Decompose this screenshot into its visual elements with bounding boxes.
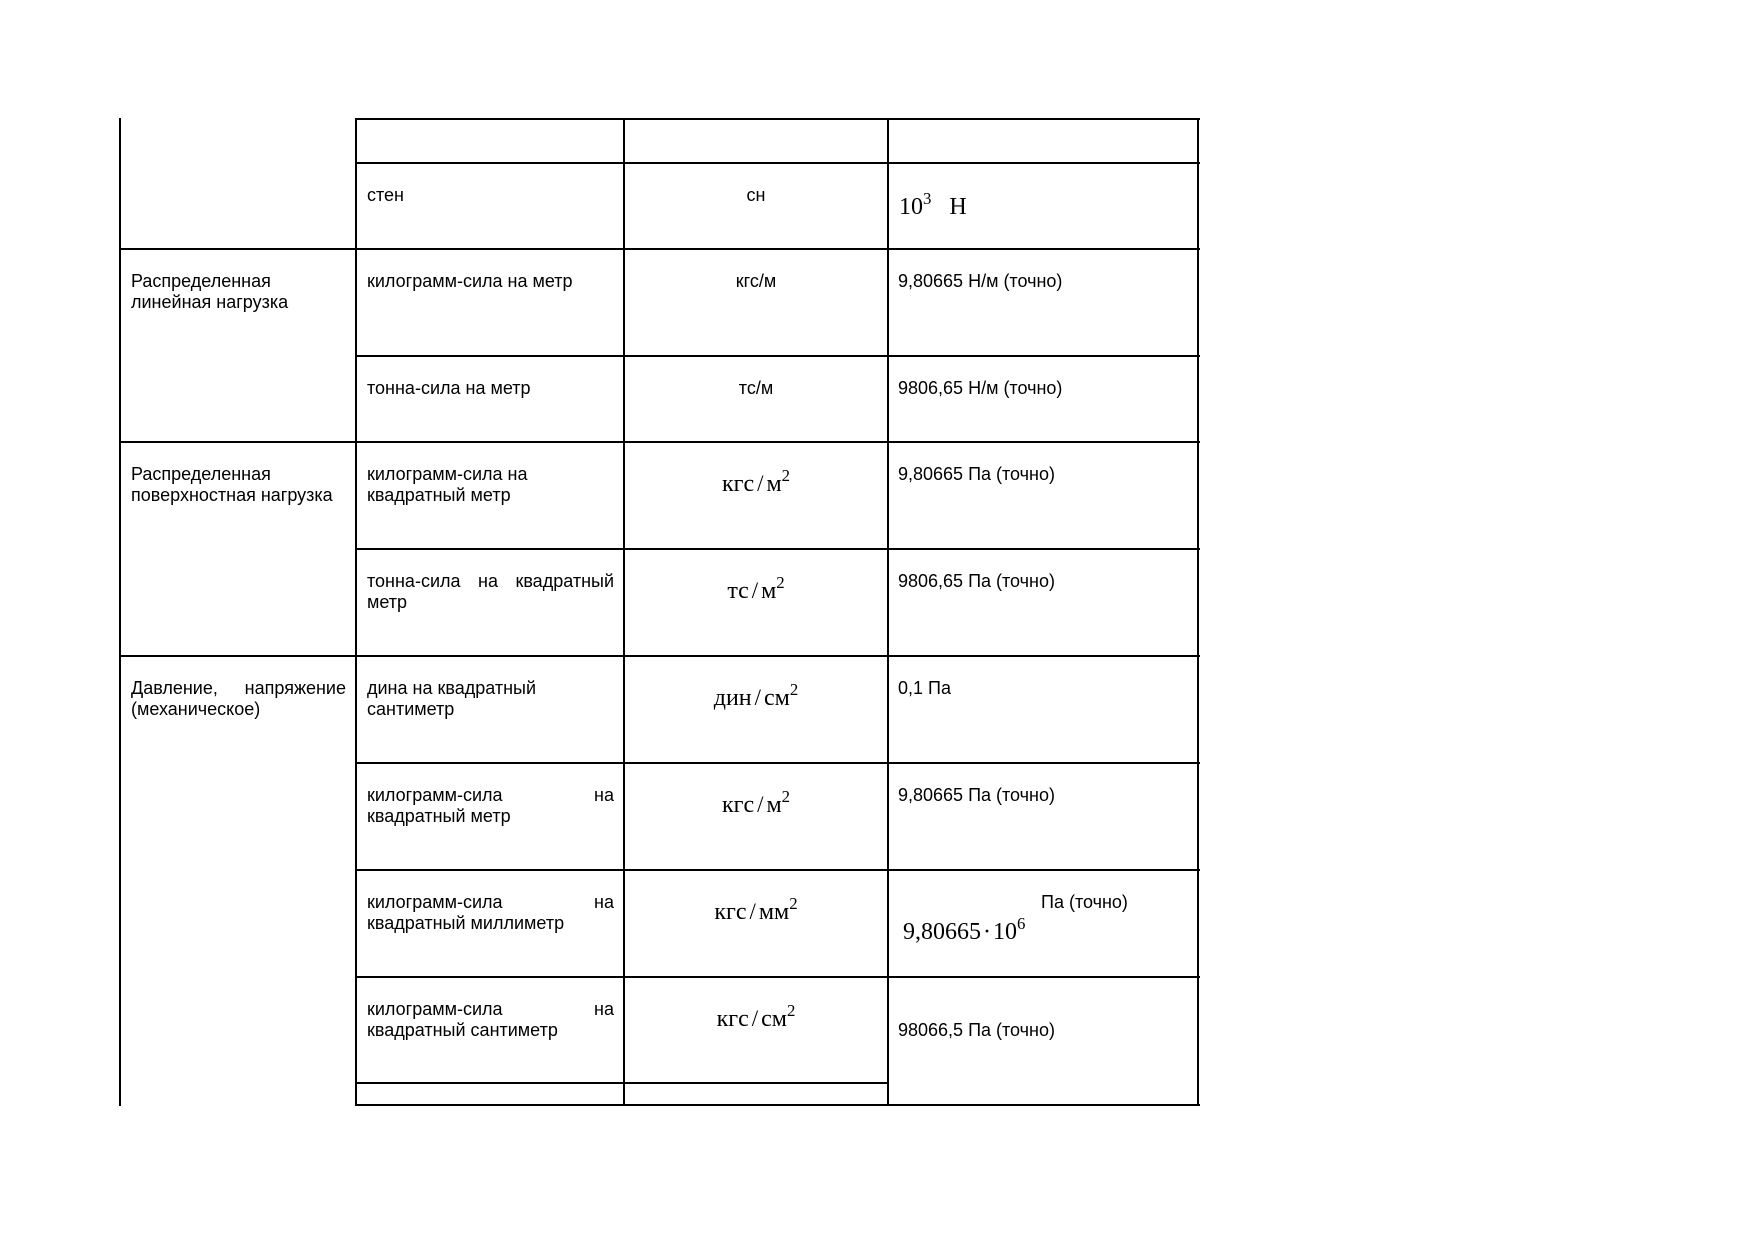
unit-exponent: 2: [781, 465, 791, 485]
table-cell-quantity: Распределенная поверхностная нагрузка: [131, 464, 333, 505]
table-rule-right: [1197, 118, 1199, 1106]
unit-exponent: 2: [786, 1000, 796, 1020]
table-rule: [355, 118, 357, 1106]
unit-exponent: 2: [781, 786, 791, 806]
value-exponent: 6: [1017, 913, 1026, 933]
table-cell-unit-name: стен: [367, 185, 404, 205]
table-cell-value-suffix: Па (точно): [1041, 892, 1128, 912]
unit-exponent: 2: [776, 572, 785, 592]
table-cell-unit-symbol: [625, 893, 887, 926]
table-cell-unit-symbol: кгс/м: [735, 271, 777, 291]
unit-denominator: м: [766, 792, 782, 818]
value-base: 10: [899, 194, 923, 220]
unit-numerator: кгс: [714, 899, 747, 925]
table-cell-unit-symbol: [625, 786, 887, 819]
table-cell-unit-name: килограмм-сила на квадратный метр: [367, 785, 614, 826]
table-cell-unit-name: килограмм-сила на квадратный метр: [367, 464, 528, 505]
table-rule-bottom: [355, 1104, 1200, 1106]
table-rule: [355, 1082, 888, 1084]
table-cell-unit-name: килограмм-сила на метр: [367, 271, 573, 291]
table-cell-value: [903, 913, 1026, 946]
table-rule: [119, 655, 1200, 657]
unit-exponent: 2: [789, 893, 798, 913]
fraction-separator: /: [754, 685, 761, 710]
table-cell-value: 9806,65 Па (точно): [898, 571, 1055, 591]
multiplication-dot: ·: [983, 919, 991, 945]
unit-denominator: м: [766, 471, 782, 497]
unit-numerator: кгс: [721, 471, 755, 497]
table-cell-unit-name: дина на квадратный сантиметр: [367, 678, 537, 719]
value-base: 9,80665: [903, 919, 981, 945]
table-rule: [119, 248, 1200, 250]
unit-numerator: тс: [727, 578, 749, 604]
table-rule: [355, 162, 1200, 164]
table-cell-quantity: Распределенная линейная нагрузка: [131, 271, 289, 312]
table-rule-left: [119, 118, 121, 1106]
table-rule: [355, 976, 1200, 978]
table-cell-value: 9,80665 Н/м (точно): [898, 271, 1063, 291]
table-cell-unit-name: тонна-сила на квадратный метр: [367, 571, 614, 612]
table-rule: [119, 441, 1200, 443]
unit-numerator: кгс: [721, 792, 755, 818]
table-cell-value: [899, 188, 967, 221]
table-cell-unit-symbol: [625, 1000, 887, 1033]
fraction-separator: /: [757, 471, 764, 496]
unit-denominator: см: [764, 685, 790, 711]
fraction-separator: /: [749, 899, 756, 924]
table-cell-value: 98066,5 Па (точно): [898, 1020, 1055, 1040]
unit-denominator: мм: [758, 899, 790, 925]
table-cell-unit-symbol: [625, 465, 887, 498]
table-cell-unit-name: килограмм-сила на квадратный сантиметр: [367, 999, 614, 1040]
table-cell-quantity: Давление, напряжение (механическое): [131, 678, 346, 719]
table-cell-unit-symbol: тс/м: [738, 378, 774, 398]
value-exponent: 3: [923, 188, 932, 208]
table-cell-unit-name: килограмм-сила на квадратный миллиметр: [367, 892, 614, 933]
table-rule: [355, 355, 1200, 357]
table-rule: [355, 762, 1200, 764]
table-cell-unit-name: тонна-сила на метр: [367, 378, 531, 398]
table-cell-unit-symbol: сн: [746, 185, 766, 205]
unit-numerator: кгс: [716, 1006, 749, 1032]
value-unit: Н: [949, 194, 967, 220]
table-cell-value: 0,1 Па: [898, 678, 951, 698]
fraction-separator: /: [751, 1006, 759, 1031]
table-cell-value: 9,80665 Па (точно): [898, 785, 1055, 805]
fraction-separator: /: [757, 792, 764, 817]
table-cell-unit-symbol: [625, 679, 887, 712]
unit-exponent: 2: [789, 679, 799, 699]
table-rule: [623, 118, 625, 1106]
table-rule: [355, 548, 1200, 550]
table-rule-top: [355, 118, 1200, 120]
table-cell-value: 9,80665 Па (точно): [898, 464, 1055, 484]
table-rule: [355, 869, 1200, 871]
table-cell-value: 9806,65 Н/м (точно): [898, 378, 1063, 398]
unit-denominator: м: [761, 578, 777, 604]
fraction-separator: /: [751, 578, 759, 603]
value-power-base: 10: [993, 919, 1017, 945]
unit-denominator: см: [761, 1006, 787, 1032]
table-cell-unit-symbol: [625, 572, 887, 605]
table-rule: [887, 118, 889, 1106]
unit-numerator: дин: [713, 685, 752, 711]
